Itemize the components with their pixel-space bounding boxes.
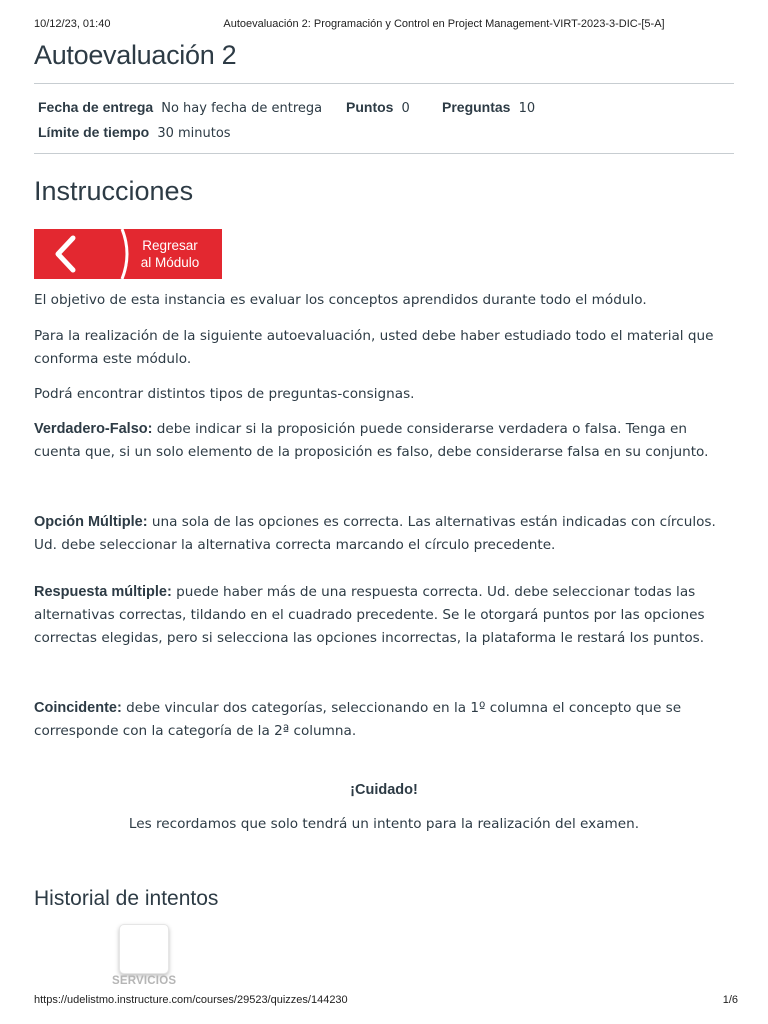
services-app-icon[interactable] xyxy=(119,924,169,974)
back-button-label: Regresar al Módulo xyxy=(140,238,200,270)
instructions-heading: Instrucciones xyxy=(34,176,194,206)
services-label[interactable]: SERVICIOS xyxy=(112,975,177,987)
time-limit-value: 30 minutos xyxy=(157,126,231,141)
quiz-meta-due xyxy=(38,97,322,116)
divider xyxy=(34,83,734,84)
question-type-matching: Coincidente: debe vincular dos categorías, seleccionando en la 1º columna el concepto que se corresponde con la categoría de la 2ª columna. xyxy=(34,700,682,739)
back-to-module-button[interactable] xyxy=(34,229,222,279)
instruction-paragraph: El objetivo de esta instancia es evaluar los conceptos aprendidos durante todo el módulo. xyxy=(34,292,647,308)
due-label: Fecha de entrega xyxy=(38,99,154,115)
attempt-history-heading: Historial de intentos xyxy=(34,887,219,910)
questions-label: Preguntas xyxy=(442,99,511,115)
quiz-meta-questions xyxy=(442,97,535,116)
divider xyxy=(34,153,734,154)
questions-value: 10 xyxy=(518,101,536,116)
page-title: Autoevaluación 2 xyxy=(34,40,237,70)
question-type-multiple-choice: Opción Múltiple: una sola de las opciones es correcta. Las alternativas están indicadas con círculos. Ud. debe seleccionar la alternativa correcta marcando el círculo precedente. xyxy=(34,514,716,553)
quiz-meta-time-limit xyxy=(38,122,231,141)
print-document-title: Autoevaluación 2: Programación y Control en Project Management-VIRT-2023-3-DIC-[5-A] xyxy=(223,18,665,30)
chevron-left-icon xyxy=(48,235,84,273)
time-limit-label: Límite de tiempo xyxy=(38,124,150,140)
question-type-true-false: Verdadero-Falso: debe indicar si la proposición puede considerarse verdadera o falsa. Tenga en cuenta que, si un solo elemento de la proposición es falso, debe considerarse falsa en su conjunto. xyxy=(34,421,709,460)
quiz-meta-points xyxy=(346,97,410,116)
instruction-paragraph: Podrá encontrar distintos tipos de preguntas-consignas. xyxy=(34,386,415,402)
due-value: No hay fecha de entrega xyxy=(161,101,323,116)
points-value: 0 xyxy=(401,101,410,116)
warning-title: ¡Cuidado! xyxy=(350,782,418,798)
points-label: Puntos xyxy=(346,99,394,115)
print-datetime: 10/12/23, 01:40 xyxy=(34,18,111,30)
print-footer-url: https://udelistmo.instructure.com/courses/29523/quizzes/144230 xyxy=(34,994,348,1006)
question-type-multiple-answer: Respuesta múltiple: puede haber más de una respuesta correcta. Ud. debe seleccionar todas las alternativas correctas, tildando en el cuadrado precedente. Se le otorgará puntos por las opciones correctas elegidas, pero si selecciona las opciones incorrectas, la plataforma le restará los puntos. xyxy=(34,584,705,646)
warning-text: Les recordamos que solo tendrá un intento para la realización del examen. xyxy=(128,816,640,832)
instruction-paragraph: Para la realización de la siguiente autoevaluación, usted debe haber estudiado todo el material que conforma este módulo. xyxy=(34,328,714,367)
print-page-number: 1/6 xyxy=(722,994,738,1006)
